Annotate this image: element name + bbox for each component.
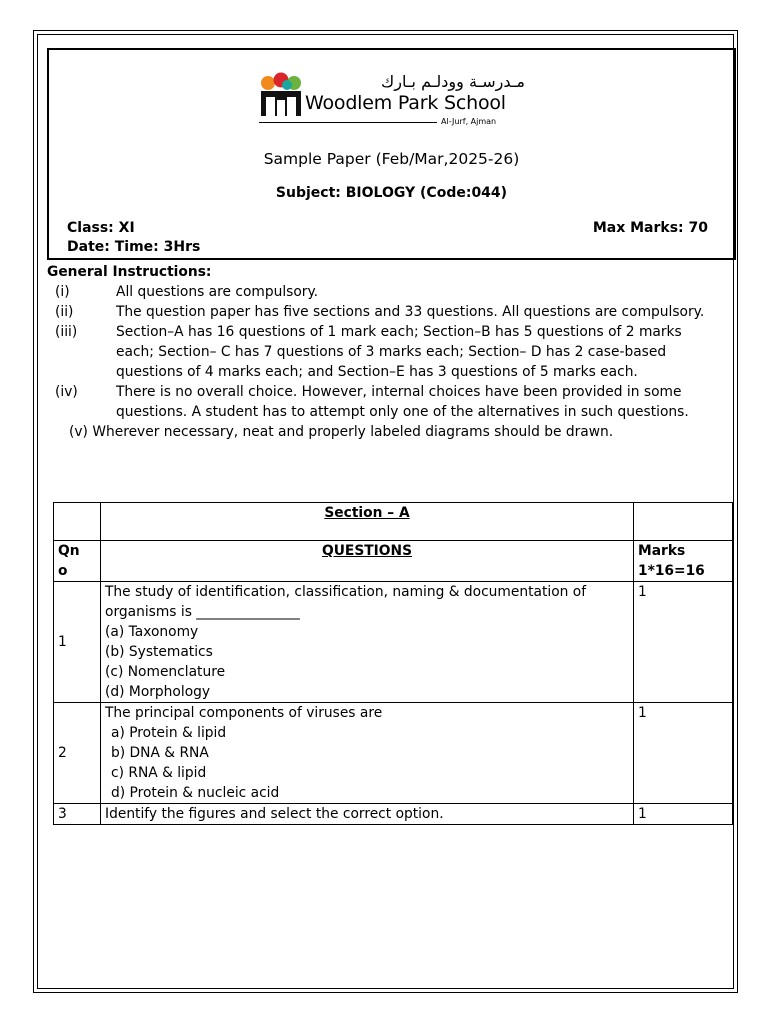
instruction-item — [47, 422, 707, 442]
instruction-item — [47, 282, 707, 302]
instruction-text: Section–A has 16 questions of 1 mark each; Section–B has 5 questions of 2 marks each; Section– C has 7 questions of 3 marks each; Section– D has 2 case-based questions of 4 marks each; and Section–E has 3 questions of 5 marks each. — [116, 324, 682, 380]
table-row — [54, 804, 733, 825]
paper-header — [47, 48, 736, 260]
general-instructions — [47, 262, 707, 442]
question-number: 1 — [54, 582, 101, 703]
paper-title: Sample Paper (Feb/Mar,2025-26) — [263, 150, 520, 168]
questions-header: QUESTIONS — [101, 541, 634, 582]
empty-cell — [634, 503, 733, 541]
instruction-item — [47, 322, 707, 382]
instruction-text: Wherever necessary, neat and properly labeled diagrams should be drawn. — [92, 424, 614, 440]
qno-header-line2: o — [58, 563, 68, 579]
logo-divider — [259, 122, 437, 123]
question-cell — [101, 804, 634, 825]
instruction-item — [47, 382, 707, 422]
question-text: The principal components of viruses are — [105, 705, 383, 721]
instruction-text: The question paper has five sections and 33 questions. All questions are compulsory. — [116, 304, 705, 320]
question-cell — [101, 703, 634, 804]
instruction-number: (i) — [55, 284, 70, 300]
school-logo-icon — [259, 72, 303, 118]
instruction-number: (iii) — [55, 324, 78, 340]
paper-subject: Subject: BIOLOGY (Code:044) — [275, 185, 508, 201]
question-number: 2 — [54, 703, 101, 804]
paper-max-marks: Max Marks: 70 — [592, 220, 708, 236]
instructions-heading: General Instructions: — [47, 264, 212, 280]
instruction-text: All questions are compulsory. — [116, 284, 319, 300]
table-row — [54, 582, 733, 703]
instruction-number: (ii) — [55, 304, 74, 320]
question-marks: 1 — [634, 703, 733, 804]
instruction-item — [47, 302, 707, 322]
school-logo — [259, 72, 529, 126]
question-cell — [101, 582, 634, 703]
paper-class: Class: XI — [67, 220, 135, 236]
table-row — [54, 703, 733, 804]
option: (d) Morphology — [105, 684, 211, 700]
question-number: 3 — [54, 804, 101, 825]
school-location: Al-Jurf, Ajman — [441, 117, 497, 126]
qno-header-line1: Qn — [58, 543, 80, 559]
marks-header-line2: 1*16=16 — [638, 563, 705, 579]
instruction-number: (v) — [69, 424, 88, 440]
marks-header-line1: Marks — [638, 543, 686, 559]
option: b) DNA & RNA — [111, 745, 209, 761]
option: (a) Taxonomy — [105, 624, 199, 640]
question-text: Identify the figures and select the correct option. — [105, 806, 444, 822]
qno-header — [54, 541, 101, 582]
school-name: Woodlem Park School — [305, 92, 506, 114]
school-name-arabic: مـدرسـة وودلـم بـارك — [381, 72, 525, 91]
paper-date-time: Date: Time: 3Hrs — [67, 239, 201, 255]
option: a) Protein & lipid — [111, 725, 227, 741]
section-row — [54, 503, 733, 541]
option: (c) Nomenclature — [105, 664, 226, 680]
option: d) Protein & nucleic acid — [111, 785, 280, 801]
marks-header — [634, 541, 733, 582]
option: c) RNA & lipid — [111, 765, 207, 781]
empty-cell — [54, 503, 101, 541]
section-title: Section – A — [101, 503, 634, 541]
questions-table — [53, 502, 733, 825]
question-marks: 1 — [634, 582, 733, 703]
instruction-number: (iv) — [55, 384, 78, 400]
option: (b) Systematics — [105, 644, 213, 660]
question-text: The study of identification, classification, naming & documentation of organisms is _______________ — [105, 584, 587, 620]
instruction-text: There is no overall choice. However, internal choices have been provided in some questions. A student has to attempt only one of the alternatives in such questions. — [116, 384, 689, 420]
question-marks: 1 — [634, 804, 733, 825]
table-header-row — [54, 541, 733, 582]
